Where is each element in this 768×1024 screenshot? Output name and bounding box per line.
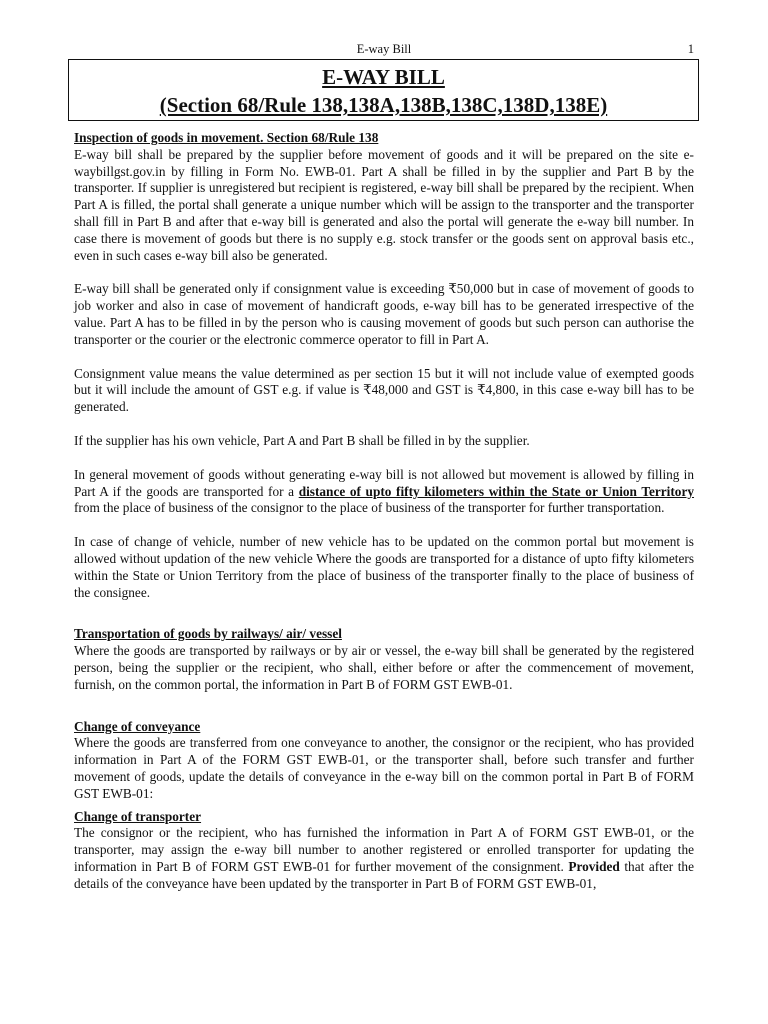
text-run: The consignor or the recipient, who has furnished the information in Part A of FORM GST EWB-01, or the transporter, may assign the e-way bill number to another registered or enrolled transporter for updating the information in Part B of FORM GST EWB-01 for further movement of the consignment. — [74, 825, 694, 874]
text-run: that after the details of the conveyance have been updated by the transporter in Part B of FORM GST EWB-01, — [74, 858, 694, 891]
text-run: In general movement of goods without generating e-way bill is not allowed but movement is allowed by filling in Part A if the goods are transported for a — [74, 466, 694, 499]
paragraph — [74, 825, 694, 892]
bold-text: Provided — [568, 858, 620, 874]
document-body — [74, 130, 694, 892]
text-run: from the place of business of the consignor to the place of business of the transporter for further transportation. — [74, 500, 665, 516]
paragraph: If the supplier has his own vehicle, Part A and Part B shall be filled in by the supplier. — [74, 432, 530, 448]
document-title: E-WAY BILL — [322, 65, 445, 89]
paragraph — [74, 467, 694, 517]
document-subtitle: (Section 68/Rule 138,138A,138B,138C,138D,138E) — [159, 93, 608, 117]
page-number: 1 — [687, 42, 694, 56]
paragraph: Where the goods are transferred from one conveyance to another, the consignor or the recipient, who has provided information in Part A of the FORM GST EWB-01, or the transporter shall, before such transfer and further movement of goods, update the details of conveyance in the e-way bill on the common portal in Part B of FORM GST EWB-01: — [74, 735, 694, 801]
section-heading-transporter: Change of transporter — [74, 808, 202, 824]
paragraph: E-way bill shall be prepared by the supplier before movement of goods and it will be prepared on the site e-waybillgst.gov.in by filling in Form No. EWB-01. Part A shall be filled in by the supplier and Part B by the transporter. If supplier is unregistered but recipient is registered, e-way bill shall be prepared by the recipient. When Part A is filled, the portal shall generate a unique number which will be assign to the transporter and the transporter shall fill in Part B and after that e-way bill is generated and also the portal will generate the e-way bill number. In case there is movement of goods but there is no supply e.g. stock transfer or the goods sent on approval basis etc., even in such cases e-way bill also be generated. — [74, 146, 694, 263]
section-heading-railways: Transportation of goods by railways/ air/ vessel — [74, 626, 342, 642]
section-heading-inspection: Inspection of goods in movement. Section 68/Rule 138 — [74, 130, 379, 145]
running-header — [74, 42, 694, 58]
paragraph: Where the goods are transported by railways or by air or vessel, the e-way bill shall be generated by the registered person, being the supplier or the recipient, who shall, either before or after the commencement of movement, furnish, on the common portal, the information in Part B of FORM GST EWB-01. — [74, 643, 694, 692]
header-title: E-way Bill — [356, 42, 412, 56]
paragraph: In case of change of vehicle, number of new vehicle has to be updated on the common portal but movement is allowed without updation of the new vehicle Where the goods are transported for a distance of upto fifty kilometers within the State or Union Territory from the place of business of the transporter finally to the place of business of the consignee. — [74, 534, 694, 600]
section-heading-conveyance: Change of conveyance — [74, 718, 201, 734]
paragraph: E-way bill shall be generated only if consignment value is exceeding ₹50,000 but in case of movement of goods to job worker and also in case of movement of handicraft goods, e-way bill has to be generated irrespective of the value. Part A has to be filled in by the person who is causing movement of goods but such person can authorise the transporter or the courier or the electronic commerce operator to fill in Part A. — [74, 281, 694, 347]
paragraph: Consignment value means the value determined as per section 15 but it will not include value of exempted goods but it will include the amount of GST e.g. if value is ₹48,000 and GST is ₹4,800, in this case e-way bill has to be generated. — [74, 365, 694, 415]
title-box — [68, 59, 699, 121]
emphasis-text: distance of upto fifty kilometers within the State or Union Territory — [298, 483, 695, 499]
